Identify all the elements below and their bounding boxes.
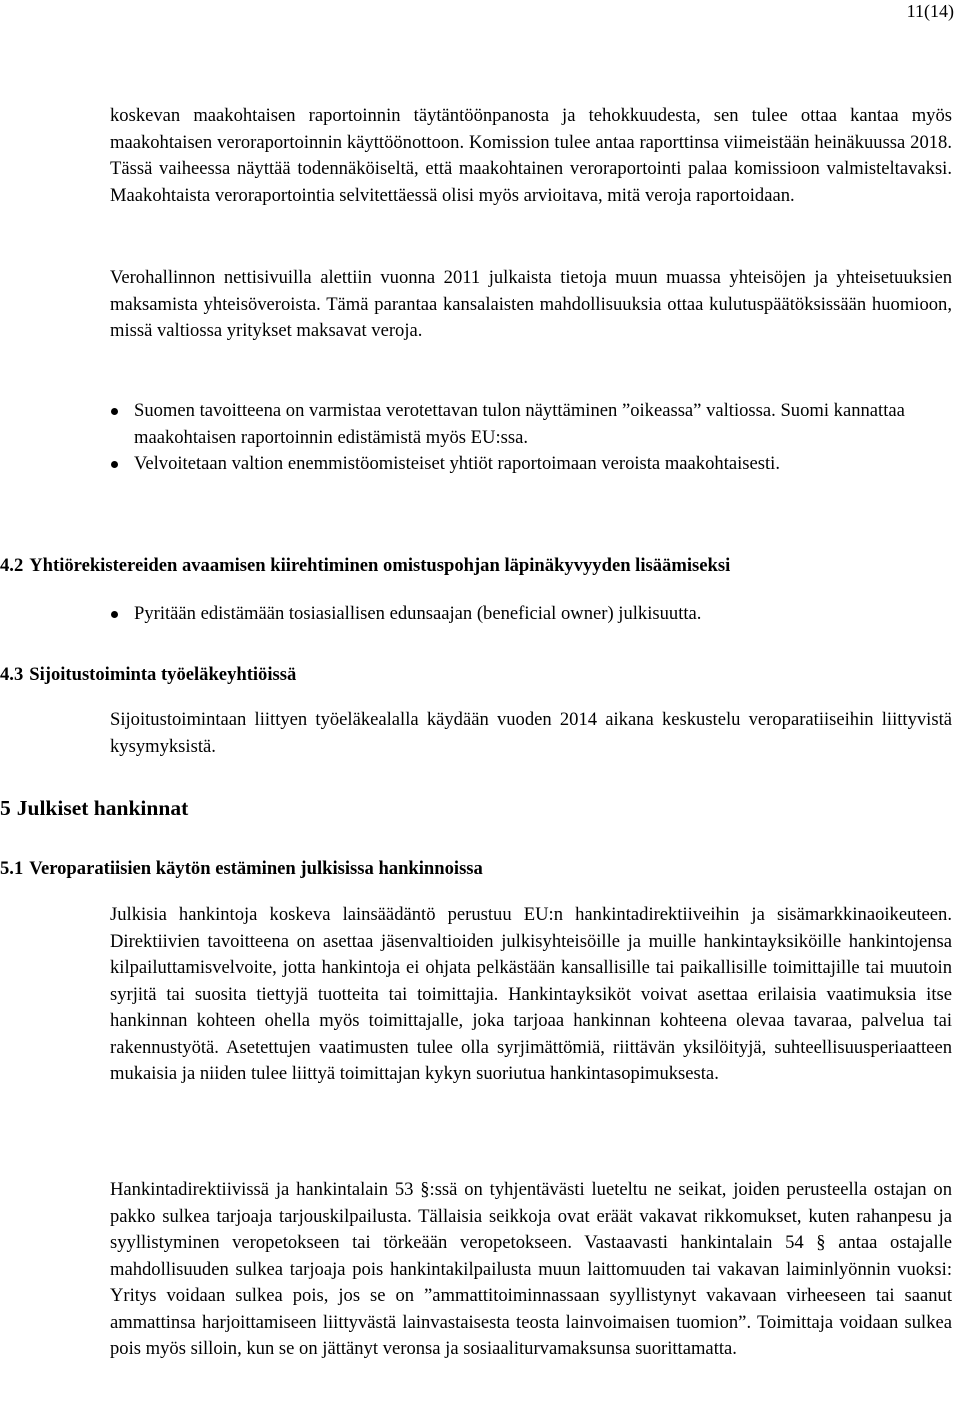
bullet-icon xyxy=(111,461,118,468)
list-item xyxy=(110,451,952,478)
paragraph-investment: Sijoitustoimintaan liittyen työeläkealalla käydään vuoden 2014 aikana keskustelu veroparatiiseihin liittyvistä kysymyksistä. xyxy=(110,709,952,757)
list-item xyxy=(110,601,952,628)
bullet-icon xyxy=(111,408,118,415)
list-item xyxy=(110,398,952,451)
paragraph-tax-administration: Verohallinnon nettisivuilla alettiin vuonna 2011 julkaista tietoja muun muassa yhteisöjen ja yhteisetuuksien maksamista yhteisöveroista. Tämä parantaa kansalaisten mahdollisuuksia ottaa kulutuspäätöksissään huomioon, missä valtiossa yritykset maksavat veroja. xyxy=(110,267,952,341)
chapter-heading-5 xyxy=(0,794,188,822)
list-item-text: Pyritään edistämään tosiasiallisen edunsaajan (beneficial owner) julkisuutta. xyxy=(134,603,702,624)
section-heading-4-3 xyxy=(0,662,296,688)
section-heading-4-2 xyxy=(0,553,730,579)
page-number: 11(14) xyxy=(906,1,954,21)
section-number: 4.3 xyxy=(0,664,24,685)
paragraph-procurement-directive: Hankintadirektiivissä ja hankintalain 53 §:ssä on tyhjentävästi lueteltu ne seikat, joiden perusteella ostajan on pakko sulkea tarjoaja tarjouskilpailusta. Tällaisia seikkoja ovat eräät vakavat rikkomukset, kuten rahanpesu ja syyllistyminen veropetokseen tai törkeään veropetokseen. Vastaavasti hankintalain 54 § antaa ostajalle mahdollisuuden sulkea tarjoaja pois hankintakilpailusta muun laittomuuden tai vakavan laiminlyönnin vuoksi: Yritys voidaan sulkea pois, jos se on ”ammattitoiminnassaan syyllistynyt vakavaan virheeseen tai saanut ammattinsa harjoittamiseen liittyvästä lainvastaisesta teosta lainvoimaisen tuomion”. Toimittaja voidaan sulkea pois myös silloin, kun se on jättänyt veronsa ja sosiaaliturvamaksunsa suorittamatta. xyxy=(110,1179,952,1359)
list-item-text: Suomen tavoitteena on varmistaa verotettavan tulon näyttäminen ”oikeassa” valtiossa. Suomi kannattaa maakohtaisen raportoinnin edistämistä myös EU:ssa. xyxy=(134,400,905,448)
section-number: 5.1 xyxy=(0,858,24,879)
section-heading-5-1 xyxy=(0,856,483,882)
section-title: Yhtiörekistereiden avaamisen kiirehtiminen omistuspohjan läpinäkyvyyden lisäämiseksi xyxy=(29,555,731,576)
list-item-text: Velvoitetaan valtion enemmistöomisteiset yhtiöt raportoimaan veroista maakohtaisesti. xyxy=(134,453,780,474)
section-title: Veroparatiisien käytön estäminen julkisissa hankinnoissa xyxy=(29,858,483,879)
section-title: Julkiset hankinnat xyxy=(16,796,189,820)
paragraph-procurement-law: Julkisia hankintoja koskeva lainsäädäntö perustuu EU:n hankintadirektiiveihin ja sisämarkkinaoikeuteen. Direktiivien tavoitteena on asettaa jäsenvaltioiden julkisyhteisöille ja muille hankintayksiköille hankintojensa kilpailuttamisvelvoite, jotta hankintoja ei ohjata pelkästään kansallisille tai paikallisille toimittajille tai muutoin syrjitä tai suosita tiettyjä tuotteita tai toimittajia. Hankintayksiköt voivat asettaa erilaisia vaatimuksia itse hankinnan kohteen ohella myös toimittajalle, joka tarjoaa hankinnan kohteena olevaa tavaraa, palvelua tai rakennustyötä. Asetettujen vaatimusten tulee olla syrjimättömiä, riittävän yksilöityjä, suhteellisuusperiaatteen mukaisia ja niiden tulee liittyä toimittajan kykyn suoriutua hankintasopimuksesta. xyxy=(110,904,952,1084)
section-number: 4.2 xyxy=(0,555,24,576)
bullet-list-reporting xyxy=(110,398,952,478)
section-number: 5 xyxy=(0,796,11,820)
bullet-icon xyxy=(111,611,118,618)
section-title: Sijoitustoiminta työeläkeyhtiöissä xyxy=(29,664,297,685)
paragraph-country-reporting: koskevan maakohtaisen raportoinnin täytäntöönpanosta ja tehokkuudesta, sen tulee ottaa kantaa myös maakohtaisen veroraportoinnin käyttöönottoon. Komission tulee antaa raporttinsa viimeistään heinäkuussa 2018. Tässä vaiheessa näyttää todennäköiseltä, että maakohtainen veroraportointi palaa komissioon valmisteltavaksi. Maakohtaista veroraportointia selvitettäessä olisi myös arvioitava, mitä veroja raportoidaan. xyxy=(110,105,952,206)
bullet-list-owner xyxy=(110,601,952,628)
